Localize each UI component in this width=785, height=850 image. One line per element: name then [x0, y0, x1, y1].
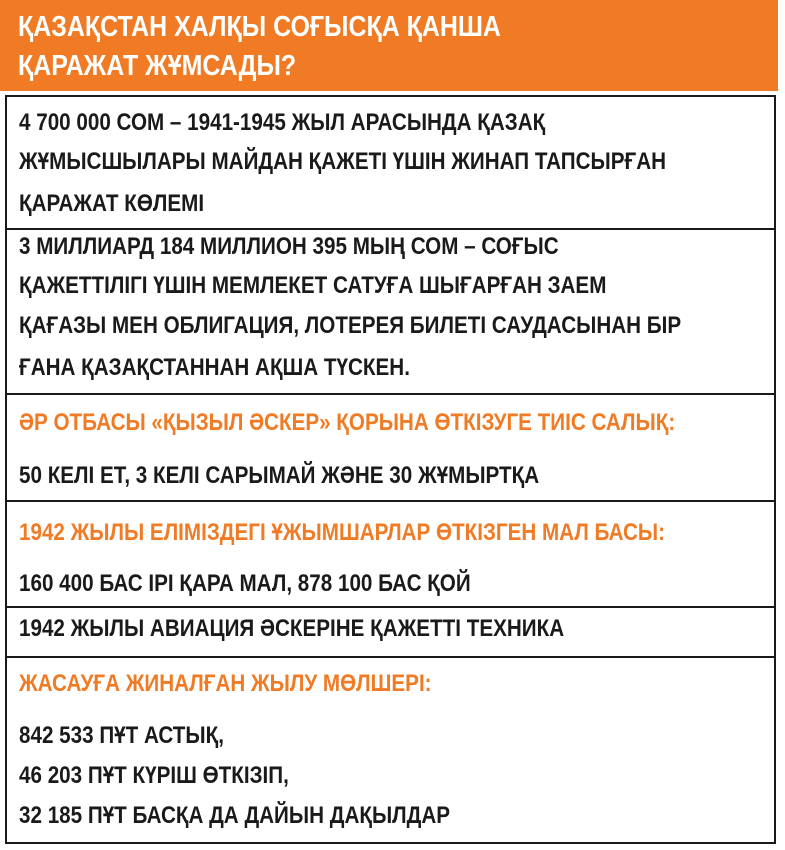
fact-line: 842 533 ПҰТ АСТЫҚ, — [19, 722, 224, 749]
fact-line: 46 203 ПҰТ КҮРІШ ӨТКІЗІП, — [19, 762, 289, 789]
section-heading: ЖАСАУҒА ЖИНАЛҒАН ЖЫЛУ МӨЛШЕРІ: — [19, 670, 432, 697]
fact-row-3 — [5, 395, 776, 502]
fact-line: ҚАЖЕТТІЛІГІ ҮШІН МЕМЛЕКЕТ САТУҒА ШЫҒАРҒАН ЗАЕМ — [19, 272, 607, 299]
fact-line: 32 185 ПҰТ БАСҚА ДА ДАЙЫН ДАҚЫЛДАР — [19, 802, 451, 829]
title-line-2: ҚАРАЖАТ ЖҰМСАДЫ? — [18, 50, 297, 82]
section-heading: 1942 ЖЫЛЫ ЕЛІМІЗДЕГІ ҰЖЫМШАРЛАР ӨТКІЗГЕН МАЛ БАСЫ: — [19, 519, 665, 546]
fact-line: ҒАНА ҚАЗАҚСТАННАН АҚША ТҮСКЕН. — [19, 354, 410, 381]
title-line-1: ҚАЗАҚСТАН ХАЛҚЫ СОҒЫСҚА ҚАНША — [18, 11, 501, 43]
fact-line: ЖҰМЫСШЫЛАРЫ МАЙДАН ҚАЖЕТІ ҮШІН ЖИНАП ТАПСЫРҒАН — [19, 148, 667, 175]
fact-line: ҚАРАЖАТ КӨЛЕМІ — [19, 190, 205, 217]
fact-line: 3 МИЛЛИАРД 184 МИЛЛИОН 395 МЫҢ СОМ – СОҒЫС — [19, 233, 559, 260]
section-heading: ӘР ОТБАСЫ «ҚЫЗЫЛ ӘСКЕР» ҚОРЫНА ӨТКІЗУГЕ ТИІС САЛЫҚ: — [19, 409, 676, 436]
fact-line: ҚАҒАЗЫ МЕН ОБЛИГАЦИЯ, ЛОТЕРЕЯ БИЛЕТІ САУДАСЫНАН БІР — [19, 312, 682, 339]
fact-row-5 — [5, 608, 776, 658]
fact-line: 1942 ЖЫЛЫ АВИАЦИЯ ӘСКЕРІНЕ ҚАЖЕТТІ ТЕХНИКА — [19, 615, 565, 642]
title-banner — [0, 0, 778, 91]
fact-row-1 — [5, 95, 776, 230]
fact-row-4 — [5, 502, 776, 608]
fact-line: 160 400 БАС ІРІ ҚАРА МАЛ, 878 100 БАС ҚОЙ — [19, 570, 471, 597]
fact-row-6 — [5, 658, 776, 844]
fact-row-2 — [5, 230, 776, 395]
fact-line: 50 КЕЛІ ЕТ, 3 КЕЛІ САРЫМАЙ ЖӘНЕ 30 ЖҰМЫРТҚА — [19, 462, 540, 489]
fact-line: 4 700 000 СОМ – 1941-1945 ЖЫЛ АРАСЫНДА ҚАЗАҚ — [19, 109, 546, 136]
